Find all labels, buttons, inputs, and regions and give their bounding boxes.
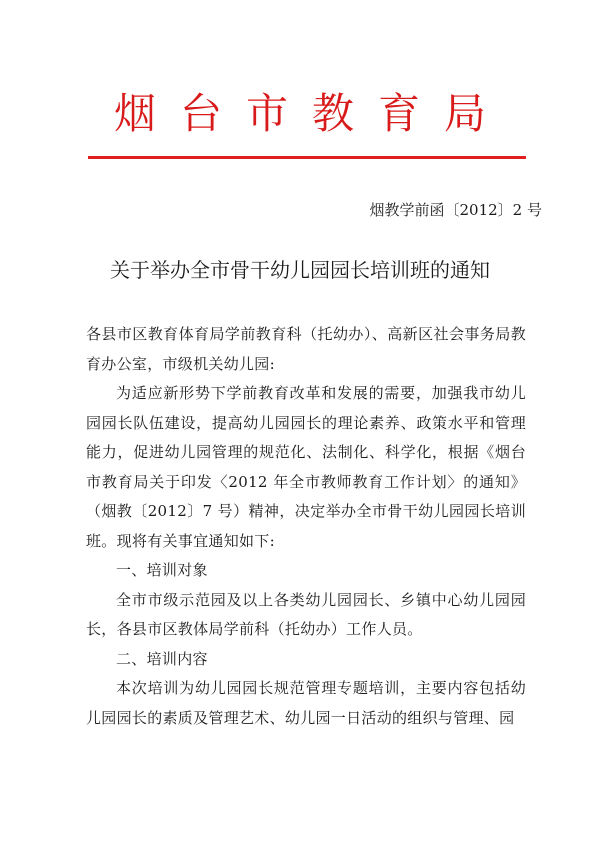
intro-paragraph: 为适应新形势下学前教育改革和发展的需要，加强我市幼儿园园长队伍建设，提高幼儿园园长的理论素养、政策水平和管理能力，促进幼儿园管理的规范化、法制化、科学化，根据《烟台市教育局关于印发〈2012 年全市教师教育工作计划〉的通知》（烟教〔2012〕7 号）精神，决定举办全市骨干幼儿园园长培训班。现将有关事宜通知如下: — [86, 384, 526, 550]
masthead-title: 烟台市教育局 — [113, 89, 510, 138]
section-content-targets: 全市市级示范园及以上各类幼儿园园长、乡镇中心幼儿园园长，各县市区教体局学前科（托幼办）工作人员。 — [86, 590, 526, 638]
section-heading-content: 二、培训内容 — [116, 649, 208, 668]
document-number: 烟教学前函〔2012〕2 号 — [369, 201, 542, 219]
notice-title: 关于举办全市骨干幼儿园园长培训班的通知 — [110, 258, 490, 282]
section-content-content: 本次培训为幼儿园园长规范管理专题培训，主要内容包括幼儿园园长的素质及管理艺术、幼儿园一日活动的组织与管理、园 — [86, 679, 526, 727]
section-heading-targets: 一、培训对象 — [116, 561, 208, 579]
red-divider-rule — [88, 156, 526, 159]
salutation: 各县市区教育体育局学前教育科（托幼办）、高新区社会事务局教育办公室，市级机关幼儿园: — [86, 325, 526, 373]
notice-body — [86, 320, 526, 733]
